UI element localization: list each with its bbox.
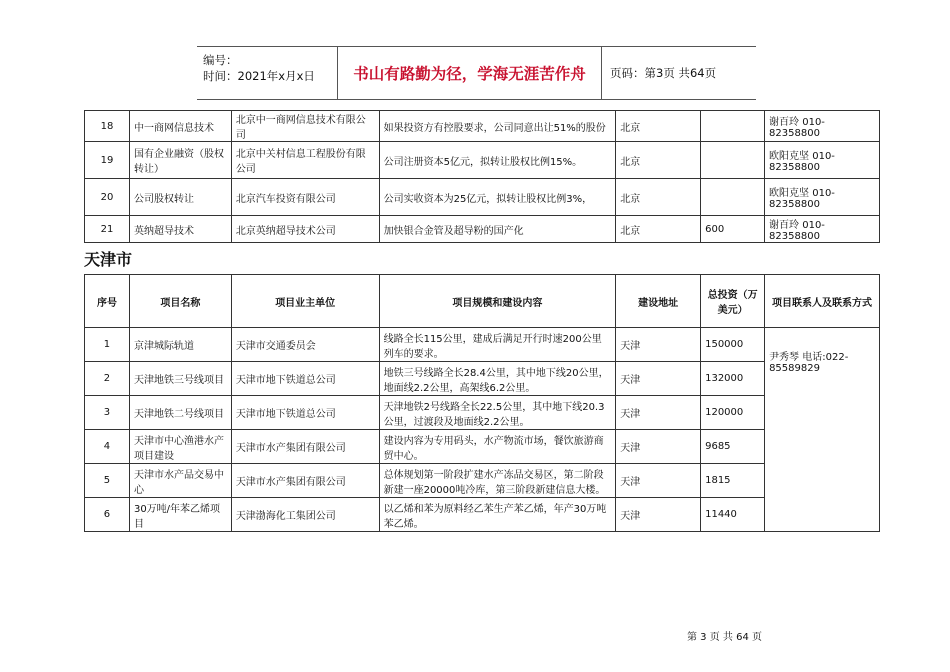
cell-name: 天津地铁二号线项目 bbox=[129, 396, 231, 430]
cell-name: 国有企业融资（股权转让） bbox=[129, 142, 231, 179]
cell-name: 天津市水产品交易中心 bbox=[129, 464, 231, 498]
cell-no: 18 bbox=[85, 111, 130, 142]
header-page-label: 页码：第3页 共64页 bbox=[610, 66, 717, 80]
cell-owner: 北京汽车投资有限公司 bbox=[231, 179, 379, 216]
cell-owner: 天津市交通委员会 bbox=[231, 328, 379, 362]
col-header-no: 序号 bbox=[85, 275, 130, 328]
cell-no: 5 bbox=[85, 464, 130, 498]
table-row bbox=[85, 179, 880, 216]
cell-invest bbox=[701, 179, 765, 216]
cell-content: 加快银合金管及超导粉的国产化 bbox=[379, 216, 616, 243]
cell-loc: 北京 bbox=[616, 111, 701, 142]
cell-content: 以乙烯和苯为原料经乙苯生产苯乙烯，年产30万吨苯乙烯。 bbox=[379, 498, 616, 532]
time-label: 时间：2021年x月x日 bbox=[203, 69, 315, 83]
cell-name: 30万吨/年苯乙烯项目 bbox=[129, 498, 231, 532]
cell-content: 公司实收资本为25亿元，拟转让股权比例3%， bbox=[379, 179, 616, 216]
cell-no: 1 bbox=[85, 328, 130, 362]
cell-loc: 天津 bbox=[616, 464, 701, 498]
beijing-table bbox=[84, 110, 880, 243]
cell-loc: 天津 bbox=[616, 498, 701, 532]
cell-content: 如果投资方有控股要求，公司同意出让51%的股份 bbox=[379, 111, 616, 142]
table-row bbox=[85, 396, 880, 430]
cell-invest: 1815 bbox=[701, 464, 765, 498]
cell-no: 2 bbox=[85, 362, 130, 396]
cell-name: 京津城际轨道 bbox=[129, 328, 231, 362]
col-header-content: 项目规模和建设内容 bbox=[379, 275, 616, 328]
tianjin-table bbox=[84, 274, 880, 532]
col-header-contact: 项目联系人及联系方式 bbox=[765, 275, 880, 328]
section-title: 天津市 bbox=[84, 250, 133, 269]
cell-name: 天津市中心渔港水产项目建设 bbox=[129, 430, 231, 464]
cell-no: 4 bbox=[85, 430, 130, 464]
page-footer: 第 3 页 共 64 页 bbox=[687, 632, 762, 643]
cell-name: 公司股权转让 bbox=[129, 179, 231, 216]
cell-no: 6 bbox=[85, 498, 130, 532]
cell-content: 地铁三号线路全长28.4公里，其中地下线20公里，地面线2.2公里，高架线6.2公里。 bbox=[379, 362, 616, 396]
cell-owner: 天津市水产集团有限公司 bbox=[231, 464, 379, 498]
col-header-name: 项目名称 bbox=[129, 275, 231, 328]
cell-contact: 欧阳克坚 010-82358800 bbox=[765, 142, 880, 179]
cell-invest: 132000 bbox=[701, 362, 765, 396]
cell-contact: 欧阳克坚 010-82358800 bbox=[765, 179, 880, 216]
table-row bbox=[85, 464, 880, 498]
cell-contact: 尹秀琴 电话:022-85589829 bbox=[765, 328, 880, 532]
cell-loc: 天津 bbox=[616, 328, 701, 362]
cell-name: 天津地铁三号线项目 bbox=[129, 362, 231, 396]
cell-loc: 天津 bbox=[616, 430, 701, 464]
col-header-owner: 项目业主单位 bbox=[231, 275, 379, 328]
cell-no: 3 bbox=[85, 396, 130, 430]
cell-loc: 天津 bbox=[616, 362, 701, 396]
table-row bbox=[85, 362, 880, 396]
header-motto: 书山有路勤为径，学海无涯苦作舟 bbox=[338, 47, 602, 99]
table-row bbox=[85, 328, 880, 362]
table-header-row bbox=[85, 275, 880, 328]
cell-owner: 北京英纳超导技术公司 bbox=[231, 216, 379, 243]
cell-invest: 600 bbox=[701, 216, 765, 243]
cell-owner: 天津市水产集团有限公司 bbox=[231, 430, 379, 464]
table-row bbox=[85, 111, 880, 142]
cell-no: 20 bbox=[85, 179, 130, 216]
cell-loc: 天津 bbox=[616, 396, 701, 430]
cell-content: 建设内容为专用码头，水产物流市场，餐饮旅游商贸中心。 bbox=[379, 430, 616, 464]
table-row bbox=[85, 216, 880, 243]
table-row bbox=[85, 430, 880, 464]
page-header bbox=[197, 46, 756, 100]
cell-invest: 120000 bbox=[701, 396, 765, 430]
number-label: 编号： bbox=[203, 53, 238, 67]
cell-owner: 天津渤海化工集团公司 bbox=[231, 498, 379, 532]
cell-content: 线路全长115公里，建成后满足开行时速200公里列车的要求。 bbox=[379, 328, 616, 362]
cell-name: 中一商网信息技术 bbox=[129, 111, 231, 142]
cell-owner: 天津市地下铁道总公司 bbox=[231, 396, 379, 430]
cell-invest: 11440 bbox=[701, 498, 765, 532]
cell-content: 公司注册资本5亿元，拟转让股权比例15%。 bbox=[379, 142, 616, 179]
cell-no: 21 bbox=[85, 216, 130, 243]
cell-loc: 北京 bbox=[616, 216, 701, 243]
cell-owner: 北京中关村信息工程股份有限公司 bbox=[231, 142, 379, 179]
cell-contact: 谢百玲 010-82358800 bbox=[765, 216, 880, 243]
cell-owner: 天津市地下铁道总公司 bbox=[231, 362, 379, 396]
col-header-loc: 建设地址 bbox=[616, 275, 701, 328]
cell-content: 天津地铁2号线路全长22.5公里，其中地下线20.3公里，过渡段及地面线2.2公里。 bbox=[379, 396, 616, 430]
cell-no: 19 bbox=[85, 142, 130, 179]
col-header-invest: 总投资（万美元） bbox=[701, 275, 765, 328]
header-meta bbox=[197, 47, 338, 99]
cell-name: 英纳超导技术 bbox=[129, 216, 231, 243]
cell-invest bbox=[701, 142, 765, 179]
table-row bbox=[85, 498, 880, 532]
cell-loc: 北京 bbox=[616, 142, 701, 179]
cell-loc: 北京 bbox=[616, 179, 701, 216]
table-row bbox=[85, 142, 880, 179]
cell-invest: 9685 bbox=[701, 430, 765, 464]
cell-contact: 谢百玲 010-82358800 bbox=[765, 111, 880, 142]
cell-invest bbox=[701, 111, 765, 142]
cell-invest: 150000 bbox=[701, 328, 765, 362]
cell-content: 总体规划第一阶段扩建水产冻品交易区，第二阶段新建一座20000吨冷库，第三阶段新建信息大楼。 bbox=[379, 464, 616, 498]
cell-owner: 北京中一商网信息技术有限公司 bbox=[231, 111, 379, 142]
